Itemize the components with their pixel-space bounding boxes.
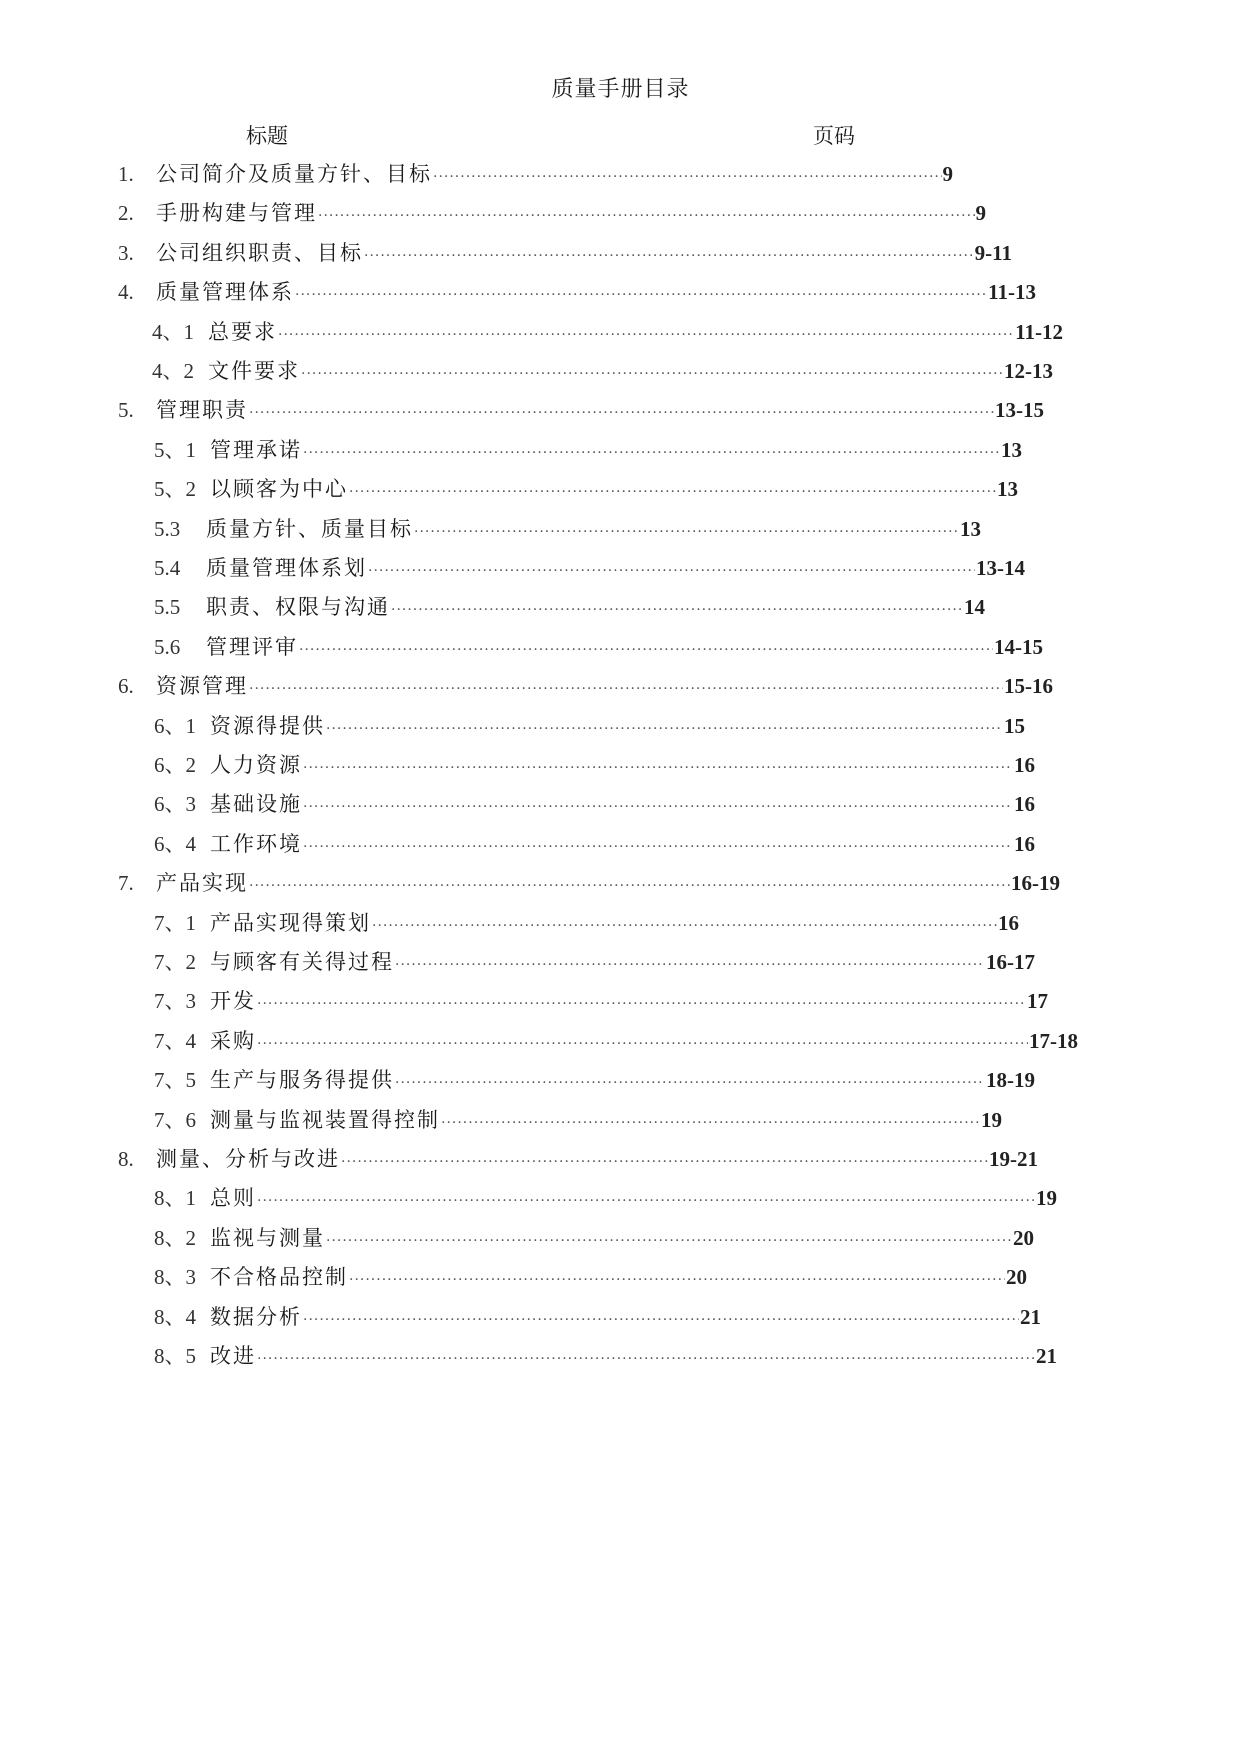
toc-entry — [154, 946, 1035, 976]
toc-entry-label: 基础设施 — [210, 792, 302, 817]
column-header-title: 标题 — [246, 124, 288, 148]
toc-entry-label: 人力资源 — [210, 753, 302, 777]
toc-entry-label: 管理职责 — [156, 398, 248, 423]
toc-entry — [118, 197, 986, 227]
toc-entry-page: 21 — [1036, 1344, 1057, 1368]
toc-entry-label: 测量与监视装置得控制 — [210, 1107, 440, 1132]
toc-entry-label: 资源管理 — [156, 674, 248, 699]
toc-entry — [154, 1104, 1002, 1134]
toc-entry — [118, 158, 953, 188]
toc-dot-leader — [341, 1154, 988, 1170]
toc-entry-number: 4、1 — [152, 319, 194, 344]
toc-entry-page: 21 — [1020, 1304, 1041, 1329]
toc-entry-page: 20 — [1006, 1265, 1027, 1290]
toc-entry-number: 8、3 — [154, 1265, 196, 1290]
toc-entry-page: 16-19 — [1011, 871, 1060, 896]
toc-entry-label: 工作环境 — [210, 831, 302, 856]
toc-entry — [154, 749, 1035, 779]
toc-entry — [154, 985, 1048, 1015]
toc-entry-page: 13-15 — [995, 398, 1044, 423]
toc-entry-number: 7、1 — [154, 910, 196, 935]
toc-entry — [154, 591, 985, 621]
toc-entry-page: 16 — [1014, 792, 1035, 817]
toc-entry-number: 8、5 — [154, 1344, 196, 1368]
toc-entry-page: 15-16 — [1004, 674, 1053, 699]
page-title: 质量手册目录 — [551, 77, 690, 102]
toc-entry-label: 管理承诺 — [210, 437, 302, 462]
toc-dot-leader — [257, 1351, 1035, 1367]
toc-entry-label: 以顾客为中心 — [210, 477, 348, 502]
toc-entry-label: 资源得提供 — [210, 713, 325, 738]
toc-entry-page: 19 — [1036, 1186, 1057, 1211]
toc-entry-page: 16 — [1014, 753, 1035, 777]
toc-dot-leader — [441, 1115, 980, 1131]
toc-entry — [154, 1182, 1057, 1212]
toc-entry-number: 5.4 — [154, 556, 181, 580]
toc-entry-label: 产品实现 — [156, 871, 248, 896]
toc-entry-label: 质量管理体系 — [156, 280, 294, 305]
toc-dot-leader — [303, 445, 1000, 461]
toc-dot-leader — [395, 957, 985, 973]
toc-dot-leader — [249, 681, 1003, 697]
toc-entry-page: 17 — [1027, 989, 1048, 1014]
toc-dot-leader — [349, 484, 996, 500]
toc-entry — [154, 513, 981, 543]
toc-entry — [118, 394, 1044, 424]
toc-entry-number: 2. — [118, 201, 134, 226]
toc-entry-label: 手册构建与管理 — [156, 201, 317, 226]
toc-entry-label: 总要求 — [208, 319, 277, 344]
toc-entry-page: 11-12 — [1015, 319, 1063, 344]
toc-entry-number: 7、5 — [154, 1068, 196, 1093]
toc-entry-page: 14-15 — [994, 634, 1043, 659]
toc-entry — [154, 1025, 1078, 1055]
toc-entry — [154, 552, 1025, 582]
toc-entry — [154, 1064, 1035, 1094]
toc-entry-number: 3. — [118, 240, 134, 265]
toc-entry-page: 9-11 — [974, 240, 1012, 265]
toc-entry — [154, 788, 1035, 818]
toc-dot-leader — [368, 563, 975, 579]
toc-entry — [118, 276, 1036, 306]
toc-entry-page: 11-13 — [988, 280, 1036, 305]
toc-entry-page: 16 — [998, 910, 1019, 935]
toc-entry-number: 7、2 — [154, 950, 196, 974]
toc-entry-label: 产品实现得策划 — [210, 910, 371, 935]
toc-entry-number: 6、1 — [154, 713, 196, 738]
toc-dot-leader — [391, 602, 963, 618]
toc-entry-number: 4. — [118, 280, 134, 305]
toc-dot-leader — [257, 1193, 1035, 1209]
toc-entry — [154, 1340, 1057, 1370]
toc-entry-page: 15 — [1004, 713, 1025, 738]
toc-dot-leader — [395, 1075, 985, 1091]
toc-entry-page: 13 — [960, 516, 981, 541]
toc-entry-number: 5. — [118, 398, 134, 423]
toc-entry-number: 7. — [118, 871, 134, 896]
toc-entry — [154, 1222, 1034, 1252]
toc-dot-leader — [326, 1233, 1012, 1249]
toc-entry-number: 1. — [118, 162, 134, 186]
toc-entry-page: 19-21 — [989, 1147, 1038, 1171]
toc-dot-leader — [303, 799, 1013, 815]
toc-entry-number: 7、3 — [154, 989, 196, 1014]
toc-entry — [152, 355, 1053, 385]
toc-entry-label: 开发 — [210, 989, 256, 1014]
toc-dot-leader — [295, 287, 987, 303]
toc-dot-leader — [364, 248, 974, 264]
toc-dot-leader — [249, 878, 1010, 894]
toc-entry-label: 管理评审 — [206, 634, 298, 659]
toc-dot-leader — [414, 524, 959, 540]
toc-dot-leader — [278, 327, 1014, 343]
toc-entry-label: 质量方针、质量目标 — [206, 516, 413, 541]
column-header-page: 页码 — [813, 124, 855, 148]
toc-entry-label: 与顾客有关得过程 — [210, 950, 394, 974]
toc-entry-number: 7、4 — [154, 1028, 196, 1053]
toc-entry — [118, 237, 1012, 267]
toc-entry-label: 测量、分析与改进 — [156, 1147, 340, 1171]
toc-entry — [118, 670, 1053, 700]
toc-entry-page: 20 — [1013, 1225, 1034, 1250]
toc-entry-label: 不合格品控制 — [210, 1265, 348, 1290]
toc-entry-label: 文件要求 — [208, 359, 300, 383]
toc-entry-label: 改进 — [210, 1344, 256, 1368]
toc-entry — [154, 710, 1025, 740]
toc-dot-leader — [372, 918, 997, 934]
toc-entry-number: 6、3 — [154, 792, 196, 817]
toc-entry-page: 13 — [1001, 437, 1022, 462]
toc-entry-page: 16-17 — [986, 950, 1035, 974]
toc-dot-leader — [303, 760, 1013, 776]
toc-dot-leader — [257, 996, 1026, 1012]
toc-entry-page: 13-14 — [976, 556, 1025, 580]
toc-entry — [118, 867, 1060, 897]
toc-entry-label: 公司组织职责、目标 — [156, 240, 363, 265]
toc-entry — [152, 316, 1063, 346]
toc-entry — [154, 631, 1043, 661]
toc-entry — [154, 1261, 1027, 1291]
toc-entry-number: 8、1 — [154, 1186, 196, 1211]
toc-entry — [154, 473, 1018, 503]
toc-entry-number: 6、2 — [154, 753, 196, 777]
toc-dot-leader — [318, 208, 975, 224]
toc-entry-page: 9 — [942, 162, 953, 186]
toc-entry-label: 生产与服务得提供 — [210, 1068, 394, 1093]
toc-dot-leader — [326, 721, 1003, 737]
toc-entry-number: 6. — [118, 674, 134, 699]
toc-entry-page: 9 — [975, 201, 986, 226]
toc-entry-number: 5、1 — [154, 437, 196, 462]
toc-entry — [154, 907, 1019, 937]
toc-entry-label: 质量管理体系划 — [206, 556, 367, 580]
toc-entry-page: 17-18 — [1029, 1028, 1078, 1053]
toc-dot-leader — [303, 1312, 1019, 1328]
toc-entry-number: 5、2 — [154, 477, 196, 502]
toc-entry-label: 总则 — [210, 1186, 256, 1211]
toc-entry — [118, 1143, 1038, 1173]
toc-entry-number: 7、6 — [154, 1107, 196, 1132]
toc-entry-number: 8、4 — [154, 1304, 196, 1329]
toc-entry-label: 监视与测量 — [210, 1225, 325, 1250]
toc-entry-label: 采购 — [210, 1028, 256, 1053]
toc-dot-leader — [433, 169, 942, 185]
toc-entry-number: 8. — [118, 1147, 134, 1171]
toc-entry-number: 6、4 — [154, 831, 196, 856]
toc-dot-leader — [299, 642, 993, 658]
toc-dot-leader — [349, 1272, 1005, 1288]
toc-entry-page: 14 — [964, 595, 985, 620]
toc-dot-leader — [257, 1036, 1028, 1052]
toc-entry-number: 5.6 — [154, 634, 181, 659]
toc-entry-label: 职责、权限与沟通 — [206, 595, 390, 620]
toc-entry-page: 19 — [981, 1107, 1002, 1132]
toc-entry-page: 16 — [1014, 831, 1035, 856]
toc-entry-page: 13 — [997, 477, 1018, 502]
toc-entry-number: 5.5 — [154, 595, 181, 620]
toc-entry — [154, 1301, 1041, 1331]
toc-entry — [154, 434, 1022, 464]
toc-entry-label: 数据分析 — [210, 1304, 302, 1329]
toc-dot-leader — [301, 366, 1003, 382]
toc-dot-leader — [249, 405, 994, 421]
toc-entry-number: 8、2 — [154, 1225, 196, 1250]
toc-entry — [154, 828, 1035, 858]
toc-entry-page: 12-13 — [1004, 359, 1053, 383]
toc-entry-number: 4、2 — [152, 359, 194, 383]
toc-entry-label: 公司简介及质量方针、目标 — [156, 162, 432, 186]
toc-entry-number: 5.3 — [154, 516, 181, 541]
toc-entry-page: 18-19 — [986, 1068, 1035, 1093]
toc-dot-leader — [303, 839, 1013, 855]
